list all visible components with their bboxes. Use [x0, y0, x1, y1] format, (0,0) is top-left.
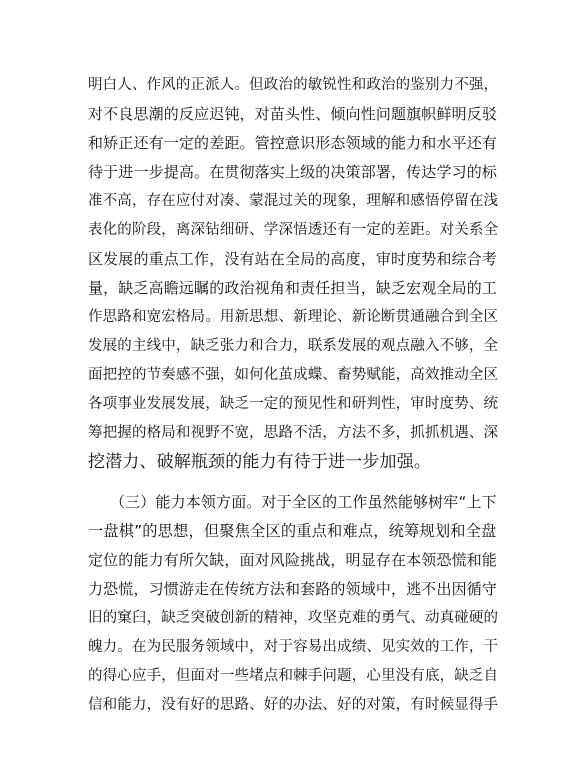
paragraph-1-line: 表化的阶段，离深钻细研、学深悟透还有一定的差距。对关系全 [88, 222, 499, 238]
paragraph-1-line: 明白人、作风的正派人。但政治的敏锐性和政治的鉴别力不强， [88, 77, 499, 93]
paragraph-1-line: 区发展的重点工作，没有站在全局的高度，审时度势和综合考 [88, 250, 498, 268]
paragraph-2-line: （三）能力本领方面。对于全区的工作虽然能够树牢“上下 [110, 493, 497, 511]
paragraph-1-line: 待于进一步提高。在贯彻落实上级的决策部署，传达学习的标 [88, 163, 498, 181]
paragraph-2-line: 一盘棋”的思想，但聚焦全区的重点和难点，统筹规划和全盘 [88, 522, 497, 540]
paragraph-1-line: 筹把握的格局和视野不宽，思路不活，方法不多，抓抓机遇、深 [88, 425, 499, 441]
paragraph-1-line: 挖潜力、破解瓶颈的能力有待于进一步加强。 [88, 452, 431, 472]
paragraph-1-line: 面把控的节奏感不强，如何化茧成蝶、畜势赋能，高效推动全区 [88, 367, 499, 383]
paragraph-2-line: 的得心应手，但面对一些堵点和棘手问题，心里没有底，缺乏自 [88, 668, 499, 684]
paragraph-1-line: 发展的主线中，缺乏张力和合力，联系发展的观点融入不够，全 [88, 338, 499, 354]
paragraph-1-line: 作思路和宽宏格局。用新思想、新理论、新论断贯通融合到全区 [88, 309, 499, 325]
paragraph-2-line: 魄力。在为民服务领域中，对于容易出成绩、见实效的工作，干 [88, 639, 499, 655]
paragraph-2-line: 信和能力，没有好的思路、好的办法、好的对策，有时候显得手 [88, 697, 499, 713]
paragraph-1-line: 准不高，存在应付对凑、蒙混过关的现象，理解和感悟停留在浅 [88, 193, 499, 209]
paragraph-2-line: 旧的窠臼，缺乏突破创新的精神，攻坚克难的勇气、动真碰硬的 [88, 610, 499, 626]
paragraph-1-line: 各项事业发展发展，缺乏一定的预见性和研判性，审时度势、统 [88, 396, 499, 412]
paragraph-1-line: 和矫正还有一定的差距。管控意识形态领域的能力和水平还有 [88, 134, 498, 152]
paragraph-2-line: 力恐慌，习惯游走在传统方法和套路的领域中，逃不出因循守 [88, 580, 498, 598]
paragraph-1-line: 量，缺乏高瞻远瞩的政治视角和责任担当，缺乏宏观全局的工 [88, 279, 498, 297]
paragraph-2-line: 定位的能力有所欠缺，面对风险挑战，明显存在本领恐慌和能 [88, 551, 498, 569]
paragraph-1-line: 对不良思潮的反应迟钝，对苗头性、倾向性问题旗帜鲜明反驳 [88, 105, 498, 123]
